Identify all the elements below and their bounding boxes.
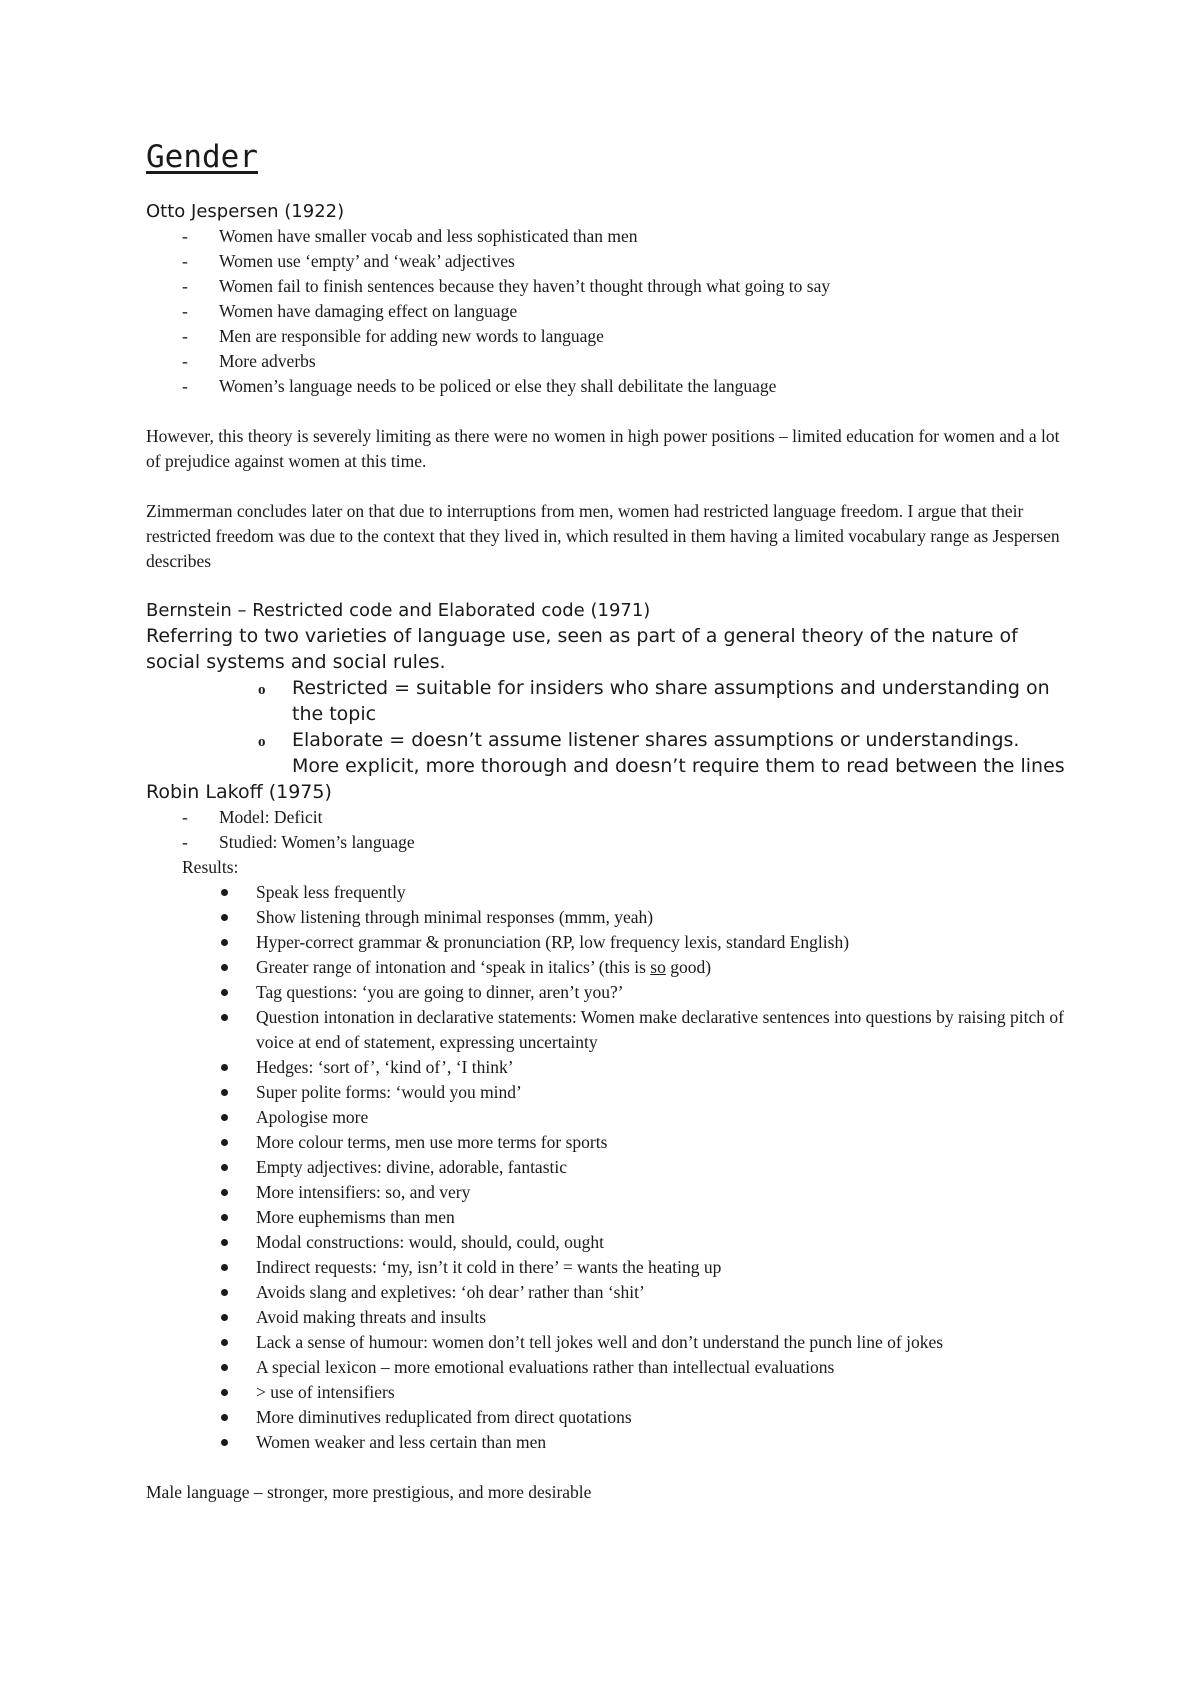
list-item: Lack a sense of humour: women don’t tell jokes well and don’t understand the punch line of jokes [146,1330,1066,1355]
list-item: Avoid making threats and insults [146,1305,1066,1330]
bullet-icon [221,1139,228,1146]
bullet-icon [221,939,228,946]
list-item: Speak less frequently [146,880,1066,905]
bernstein-intro: Referring to two varieties of language use, seen as part of a general theory of the nature of social systems and social rules. [146,625,1018,674]
bullet-icon [221,1239,228,1246]
list-item: Avoids slang and expletives: ‘oh dear’ rather than ‘shit’ [146,1280,1066,1305]
list-item: - Men are responsible for adding new words to language [146,324,1066,349]
lakoff-results-list [146,880,1066,1455]
bullet-icon [221,989,228,996]
bullet-icon [221,964,228,971]
bullet-icon [221,1189,228,1196]
bernstein-heading: Bernstein – Restricted code and Elaborated code (1971) [146,600,651,622]
bullet-icon [221,1439,228,1446]
list-item: More intensifiers: so, and very [146,1180,1066,1205]
bullet-icon [221,1364,228,1371]
bullet-icon [221,1289,228,1296]
list-item: Tag questions: ‘you are going to dinner, aren’t you?’ [146,980,1066,1005]
list-item: More euphemisms than men [146,1205,1066,1230]
list-item: Empty adjectives: divine, adorable, fantastic [146,1155,1066,1180]
bullet-icon [221,1214,228,1221]
list-item: Women weaker and less certain than men [146,1430,1066,1455]
jespersen-heading: Otto Jespersen (1922) [146,201,345,223]
list-item: Show listening through minimal responses (mmm, yeah) [146,905,1066,930]
bernstein-list [146,675,1066,779]
list-item-text: Elaborate = doesn’t assume listener shares assumptions or understandings. More explicit, more thorough and doesn’t require them to read between the lines [292,729,1065,778]
bullet-icon [221,1089,228,1096]
bullet-icon [221,1264,228,1271]
jespersen-critique-paragraph: However, this theory is severely limiting as there were no women in high power positions – limited education for women and a lot of prejudice against women at this time. [146,426,1060,472]
results-label: Results: [182,857,239,878]
list-item: Apologise more [146,1105,1066,1130]
closing-line: Male language – stronger, more prestigious, and more desirable [146,1482,592,1503]
list-item: - Studied: Women’s language [146,830,1066,855]
zimmerman-paragraph: Zimmerman concludes later on that due to interruptions from men, women had restricted language freedom. I argue that their restricted freedom was due to the context that they lived in, which resulted in them having a limited vocabulary range as Jespersen describes [146,501,1060,572]
list-item: - Women fail to finish sentences because they haven’t thought through what going to say [146,274,1066,299]
bullet-icon [221,889,228,896]
list-item: Modal constructions: would, should, could, ought [146,1230,1066,1255]
bullet-icon [221,1014,228,1021]
bullet-icon [221,1414,228,1421]
bullet-icon [221,1114,228,1121]
list-item: A special lexicon – more emotional evaluations rather than intellectual evaluations [146,1355,1066,1380]
bullet-icon [221,1314,228,1321]
document-page [146,140,1066,1505]
bullet-icon [221,1339,228,1346]
list-item [146,727,1066,779]
list-item: Super polite forms: ‘would you mind’ [146,1080,1066,1105]
list-item: - Women use ‘empty’ and ‘weak’ adjectives [146,249,1066,274]
lakoff-list [146,805,1066,855]
circle-bullet-icon: o [258,734,266,751]
bullet-icon [221,1064,228,1071]
bullet-icon [221,914,228,921]
list-item: More colour terms, men use more terms for sports [146,1130,1066,1155]
list-item: Hedges: ‘sort of’, ‘kind of’, ‘I think’ [146,1055,1066,1080]
list-item: - Women have smaller vocab and less sophisticated than men [146,224,1066,249]
circle-bullet-icon: o [258,682,266,699]
list-item: Indirect requests: ‘my, isn’t it cold in there’ = wants the heating up [146,1255,1066,1280]
list-item: Hyper-correct grammar & pronunciation (RP, low frequency lexis, standard English) [146,930,1066,955]
list-item: - More adverbs [146,349,1066,374]
jespersen-list [146,224,1066,399]
list-item-text: Restricted = suitable for insiders who share assumptions and understanding on the topic [292,677,1050,726]
lakoff-heading: Robin Lakoff (1975) [146,781,332,804]
list-item: More diminutives reduplicated from direct quotations [146,1405,1066,1430]
list-item: - Women have damaging effect on language [146,299,1066,324]
list-item [146,675,1066,727]
page-title: Gender [146,139,258,175]
list-item: - Women’s language needs to be policed or else they shall debilitate the language [146,374,1066,399]
list-item: Question intonation in declarative statements: Women make declarative sentences into questions by raising pitch of voice at end of statement, expressing uncertainty [146,1005,1066,1055]
bullet-icon [221,1164,228,1171]
list-item: Greater range of intonation and ‘speak in italics’ (this is so good) [146,955,1066,980]
bullet-icon [221,1389,228,1396]
list-item: - Model: Deficit [146,805,1066,830]
list-item: > use of intensifiers [146,1380,1066,1405]
